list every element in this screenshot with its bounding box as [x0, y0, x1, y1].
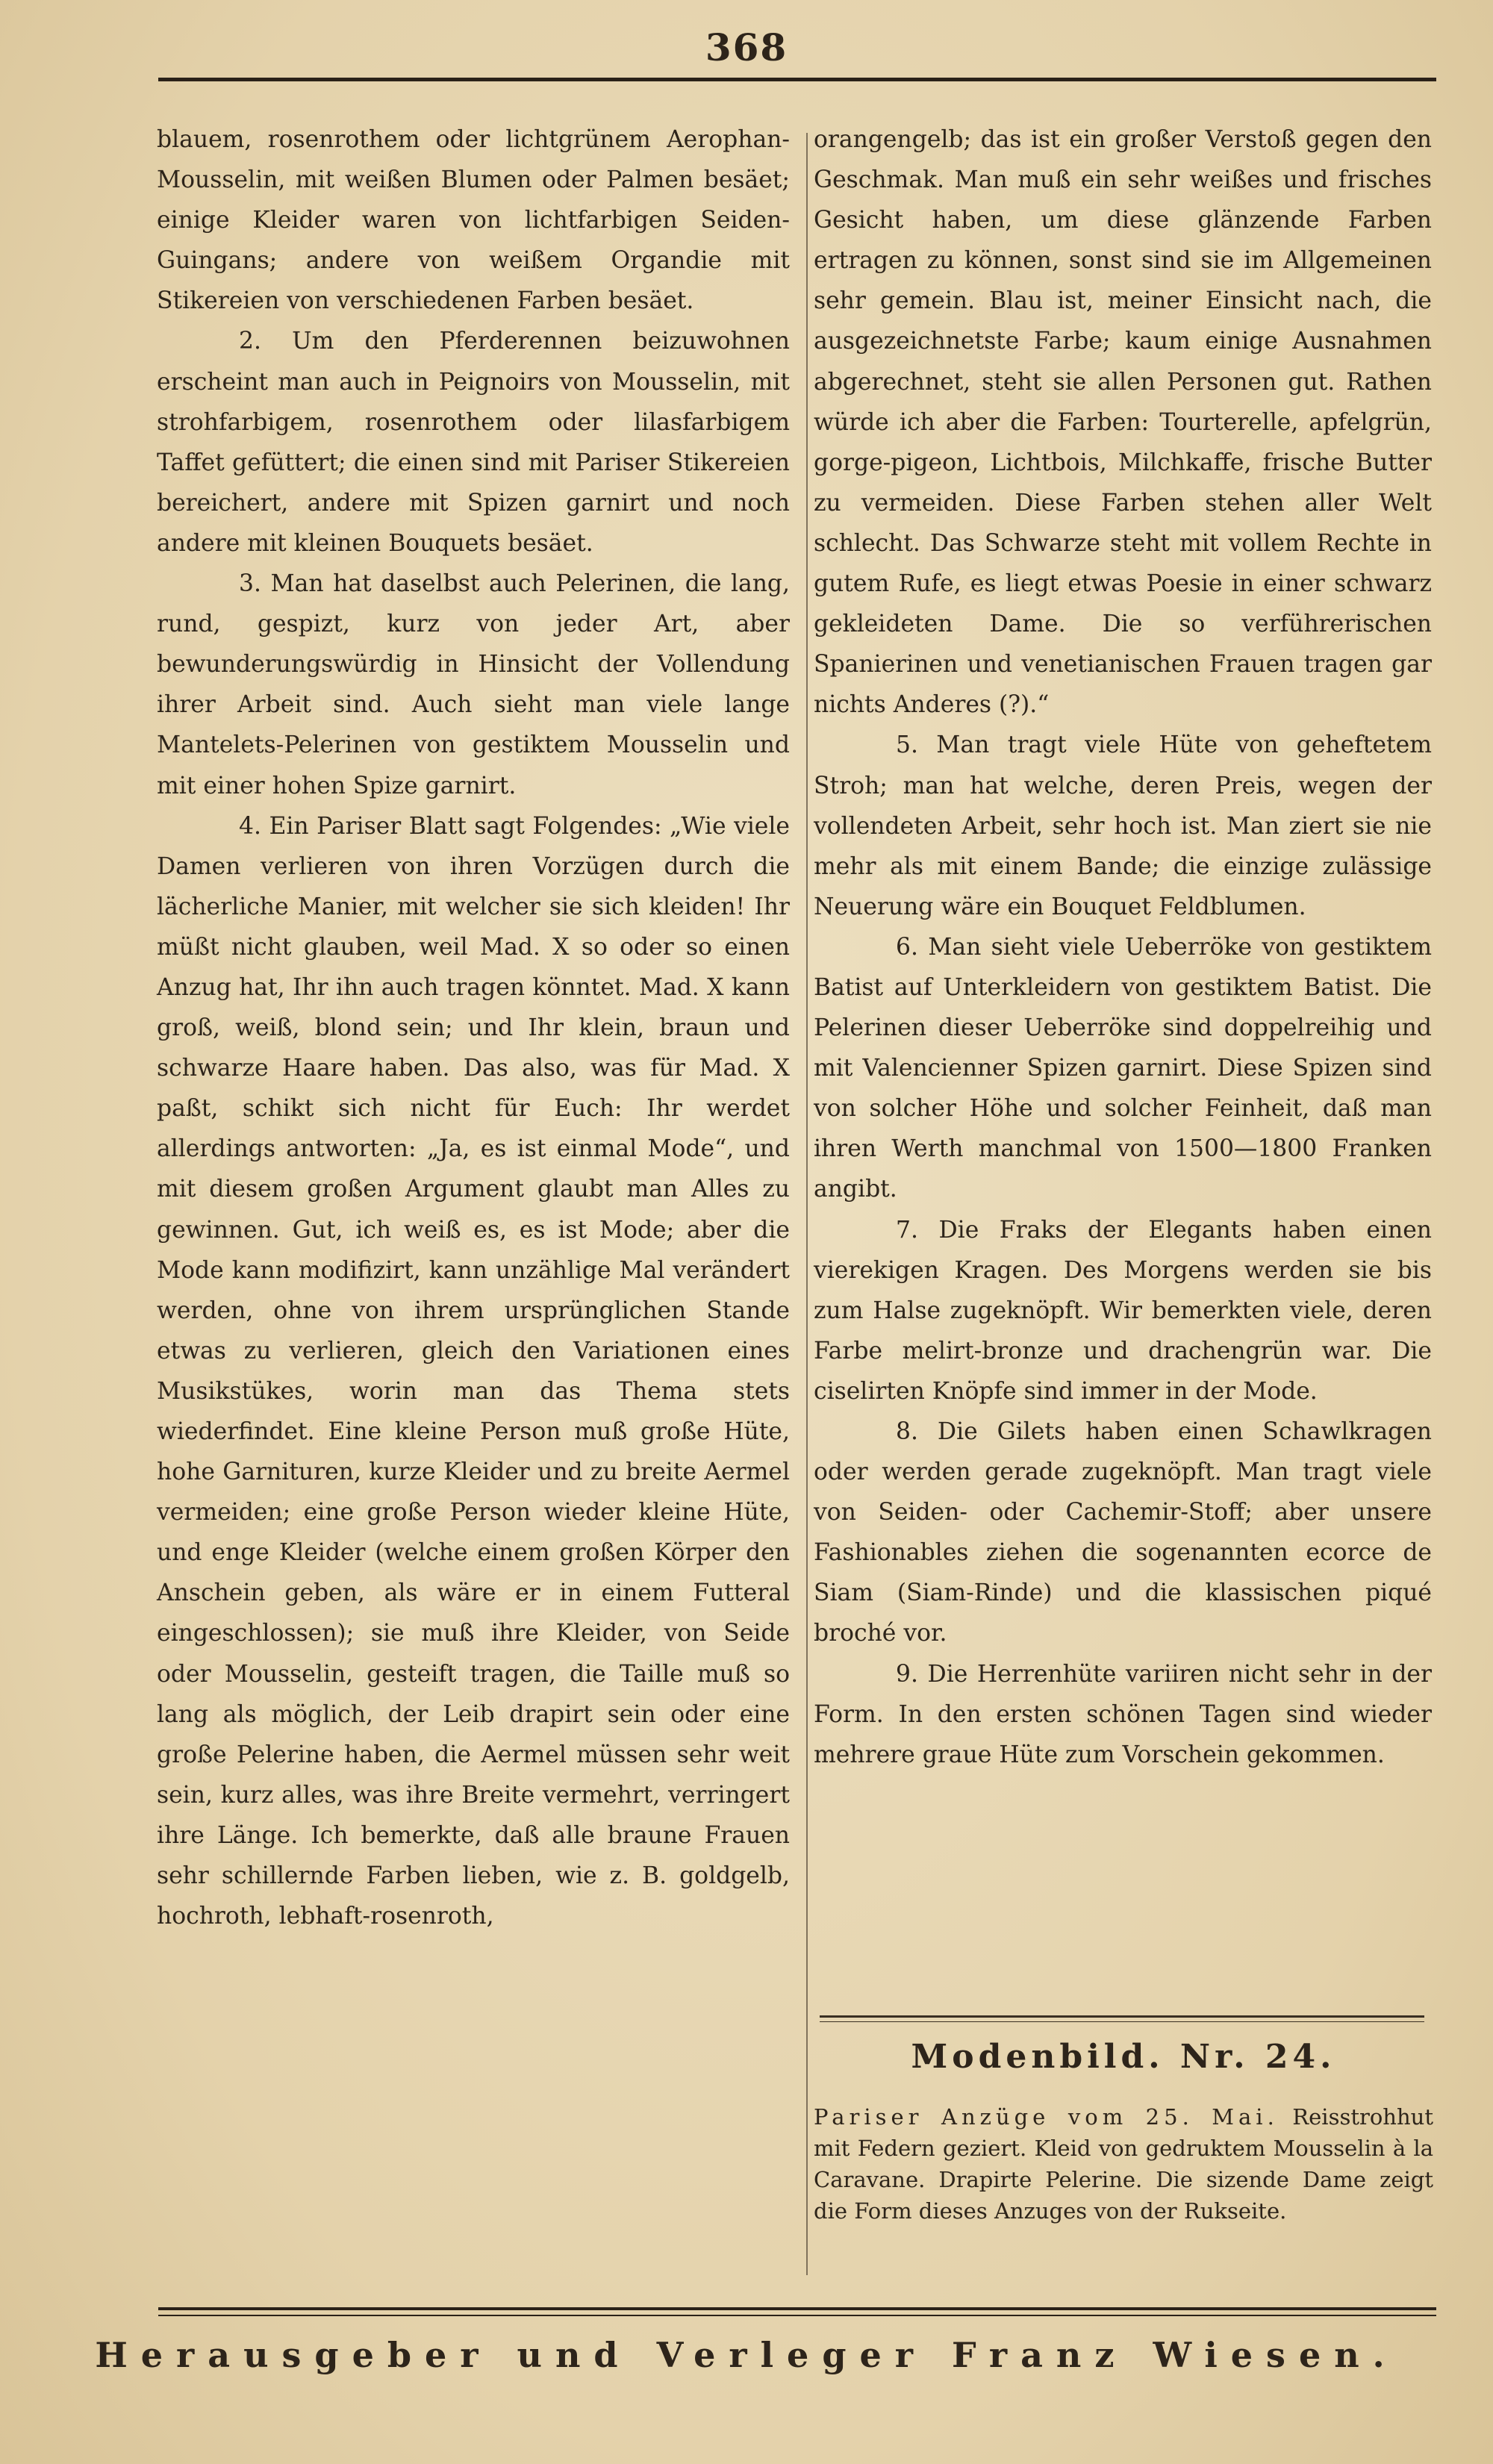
section-separator-thin [820, 2021, 1424, 2022]
footer-rule-thin [158, 2315, 1436, 2316]
paragraph-8: 8. Die Gilets haben einen Schawlkragen oder werden gerade zugeknöpft. Man tragt viele von Seiden- oder Cachemir-Stoff; aber unsere Fashionables ziehen die sogenannten ecorce de Siam (Siam-Rinde) und die klassischen piqué broché vor. [814, 1418, 1432, 1647]
paragraph-6: 6. Man sieht viele Ueberröke von gestiktem Batist auf Unterkleidern von gestiktem Batist. Die Pelerinen dieser Ueberröke sind doppelreihig und mit Valencienner Spizen garnirt. Diese Spizen sind von solcher Höhe und solcher Feinheit, daß man ihren Werth manchmal von 1500—1800 Franken angibt. [814, 933, 1432, 1203]
footer-rule [158, 2307, 1436, 2310]
publisher-footer: Herausgeber und Verleger Franz Wiesen. [95, 2335, 1398, 2375]
paragraph-4-continuation: orangengelb; das ist ein großer Verstoß gegen den Geschmak. Man muß ein sehr weißes und frisches Gesicht haben, um diese glänzende Farben ertragen zu können, sonst sind sie im Allgemeinen sehr gemein. Blau ist, meiner Einsicht nach, die ausgezeichnetste Farbe; kaum einige Ausnahmen abgerechnet, steht sie allen Personen gut. Rathen würde ich aber die Farben: Tourterelle, apfelgrün, gorge-pigeon, Lichtbois, Milchkaffe, frische Butter zu vermeiden. Diese Farben stehen aller Welt schlecht. Das Schwarze steht mit vollem Rechte in gutem Rufe, es liegt etwas Poesie in einer schwarz gekleideten Dame. Die so verführerischen Spanierinen und venetianischen Frauen tragen gar nichts Anderes (?).“ [814, 126, 1432, 719]
right-column [814, 119, 1432, 1775]
paragraph-5: 5. Man tragt viele Hüte von geheftetem Stroh; man hat welche, deren Preis, wegen der vollendeten Arbeit, sehr hoch ist. Man ziert sie nie mehr als mit einem Bande; die einzige zulässige Neuerung wäre ein Bouquet Feldblumen. [814, 732, 1432, 920]
left-column [157, 119, 790, 1936]
column-divider [806, 133, 808, 2275]
header-rule [158, 78, 1436, 81]
paragraph-continuation: blauem, rosenrothem oder lichtgrünem Aerophan-Mousselin, mit weißen Blumen oder Palmen besäet; einige Kleider waren von lichtfarbigen Seiden-Guingans; andere von weißem Organdie mit Stikereien von verschiedenen Farben besäet. [157, 126, 790, 315]
modenbild-caption [814, 2101, 1433, 2227]
paragraph-4: 4. Ein Pariser Blatt sagt Folgendes: „Wie viele Damen verlieren von ihren Vorzügen durch die lächerliche Manier, mit welcher sie sich kleiden! Ihr müßt nicht glauben, weil Mad. X so oder so einen Anzug hat, Ihr ihn auch tragen könntet. Mad. X kann groß, weiß, blond sein; und Ihr klein, braun und schwarze Haare haben. Das also, was für Mad. X paßt, schikt sich nicht für Euch: Ihr werdet allerdings antworten: „Ja, es ist einmal Mode“, und mit diesem großen Argument glaubt man Alles zu gewinnen. Gut, ich weiß es, es ist Mode; aber die Mode kann modifizirt, kann unzählige Mal verändert werden, ohne von ihrem ursprünglichen Stande etwas zu verlieren, gleich den Variationen eines Musikstükes, worin man das Thema stets wiederfindet. Eine kleine Person muß große Hüte, hohe Garnituren, kurze Kleider und zu breite Aermel vermeiden; eine große Person wieder kleine Hüte, und enge Kleider (welche einem großen Körper den Anschein geben, als wäre er in einem Futteral eingeschlossen); sie muß ihre Kleider, von Seide oder Mousselin, gesteift tragen, die Taille muß so lang als möglich, der Leib drapirt sein oder eine große Pelerine haben, die Aermel müssen sehr weit sein, kurz alles, was ihre Breite vermehrt, verringert ihre Länge. Ich bemerkte, daß alle braune Frauen sehr schillernde Farben lieben, wie z. B. goldgelb, hochroth, lebhaft-rosenroth, [157, 812, 790, 1930]
caption-text: Reisstrohhut mit Federn geziert. Kleid von gedruktem Mousselin à la Caravane. Drapirte Pelerine. Die sizende Dame zeigt die Form dieses Anzuges von der Rukseite. [814, 2104, 1433, 2224]
page-number: 368 [705, 25, 788, 69]
paragraph-2: 2. Um den Pferderennen beizuwohnen erscheint man auch in Peignoirs von Mousselin, mit strohfarbigem, rosenrothem oder lilasfarbigem Taffet gefüttert; die einen sind mit Pariser Stikereien bereichert, andere mit Spizen garnirt und noch andere mit kleinen Bouquets besäet. [157, 328, 790, 557]
paragraph-3: 3. Man hat daselbst auch Pelerinen, die lang, rund, gespizt, kurz von jeder Art, aber bewunderungswürdig in Hinsicht der Vollendung ihrer Arbeit sind. Auch sieht man viele lange Mantelets-Pelerinen von gestiktem Mousselin und mit einer hohen Spize garnirt. [157, 570, 790, 799]
modenbild-title: Modenbild. Nr. 24. [911, 2038, 1336, 2076]
caption-heading: Pariser Anzüge vom 25. Mai. [814, 2104, 1279, 2130]
paragraph-9: 9. Die Herrenhüte variiren nicht sehr in der Form. In den ersten schönen Tagen sind wieder mehrere graue Hüte zum Vorschein gekommen. [814, 1660, 1432, 1768]
section-separator [820, 2015, 1424, 2018]
paragraph-7: 7. Die Fraks der Elegants haben einen vierekigen Kragen. Des Morgens werden sie bis zum Halse zugeknöpft. Wir bemerkten viele, deren Farbe melirt-bronze und drachengrün war. Die ciselirten Knöpfe sind immer in der Mode. [814, 1216, 1432, 1405]
